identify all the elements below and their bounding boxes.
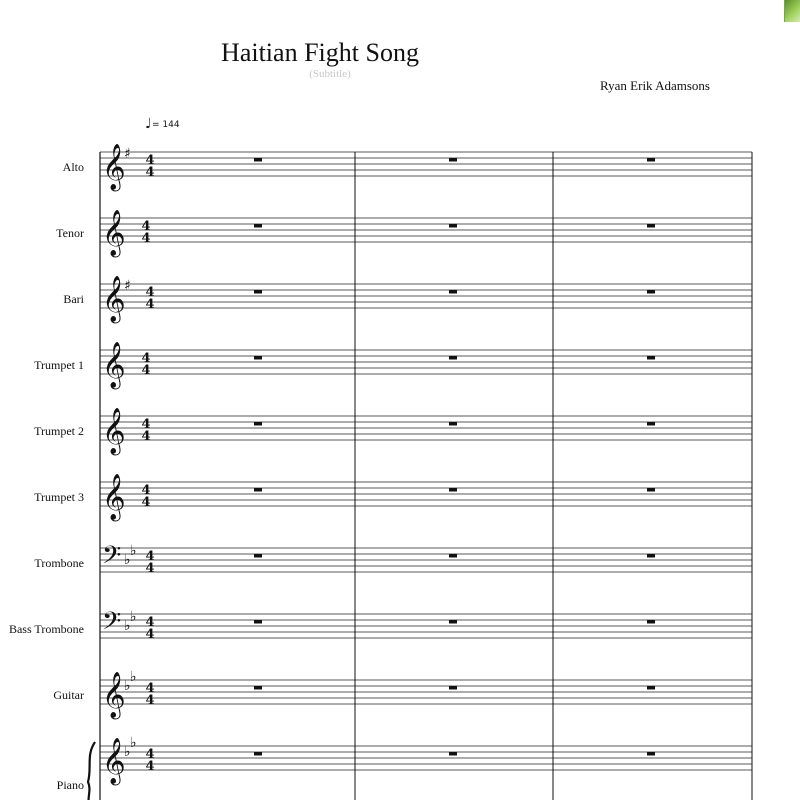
time-signature-bottom: 4 [145,759,155,774]
time-signature-top: 4 [141,417,151,432]
flat-icon: ♭ [130,735,137,751]
treble-clef-icon: 𝄞 [102,276,126,322]
part-label: Trumpet 3 [34,490,84,504]
whole-rest [647,224,655,228]
flat-icon: ♭ [130,669,137,685]
part-label: Piano [56,778,84,792]
time-signature-bottom: 4 [145,165,155,180]
whole-rest [449,488,457,492]
whole-rest [254,686,262,690]
time-signature-top: 4 [145,285,155,300]
time-signature-bottom: 4 [141,429,151,444]
whole-rest [647,422,655,426]
bass-clef-icon: 𝄢 [102,541,122,576]
whole-rest [647,488,655,492]
time-signature-bottom: 4 [141,495,151,510]
whole-rest [449,752,457,756]
piano-brace-icon [88,742,95,800]
time-signature-top: 4 [145,615,155,630]
whole-rest [449,686,457,690]
treble-clef-icon: 𝄞 [102,210,126,256]
whole-rest [647,356,655,360]
part-label: Alto [62,160,84,174]
whole-rest [254,224,262,228]
time-signature-bottom: 4 [141,363,151,378]
whole-rest [449,224,457,228]
whole-rest [449,356,457,360]
sharp-icon: ♯ [124,146,131,162]
part-label: Bari [63,292,84,306]
time-signature-bottom: 4 [145,561,155,576]
time-signature-bottom: 4 [145,627,155,642]
whole-rest [647,554,655,558]
flat-icon: ♭ [124,678,131,694]
bass-clef-icon: 𝄢 [102,607,122,642]
time-signature-top: 4 [141,351,151,366]
treble-clef-icon: 𝄞 [102,474,126,520]
tempo-quarter-note-icon: ♩ [145,116,152,132]
flat-icon: ♭ [124,618,131,634]
flat-icon: ♭ [124,744,131,760]
whole-rest [254,488,262,492]
whole-rest [254,356,262,360]
treble-clef-icon: 𝄞 [102,144,126,190]
whole-rest [647,752,655,756]
part-label: Trumpet 2 [34,424,84,438]
whole-rest [449,290,457,294]
time-signature-bottom: 4 [145,693,155,708]
treble-clef-icon: 𝄞 [102,342,126,388]
whole-rest [449,158,457,162]
sharp-icon: ♯ [124,278,131,294]
time-signature-top: 4 [141,219,151,234]
whole-rest [449,554,457,558]
time-signature-top: 4 [145,681,155,696]
whole-rest [254,752,262,756]
page-title: Haitian Fight Song [221,38,419,67]
part-label: Tenor [56,226,84,240]
whole-rest [647,290,655,294]
whole-rest [647,620,655,624]
whole-rest [647,686,655,690]
flat-icon: ♭ [124,552,131,568]
time-signature-bottom: 4 [141,231,151,246]
whole-rest [254,554,262,558]
whole-rest [647,158,655,162]
whole-rest [254,422,262,426]
time-signature-top: 4 [145,549,155,564]
flat-icon: ♭ [130,543,137,559]
time-signature-bottom: 4 [145,297,155,312]
part-label: Trumpet 1 [34,358,84,372]
treble-clef-icon: 𝄞 [102,738,126,784]
treble-clef-icon: 𝄞 [102,408,126,454]
part-label: Guitar [53,688,84,702]
part-label: Trombone [34,556,84,570]
time-signature-top: 4 [145,153,155,168]
tempo-marking: = 144 [152,120,180,130]
page-subtitle: (Subtitle) [309,68,351,80]
part-label: Bass Trombone [8,622,84,636]
whole-rest [254,290,262,294]
composer-name: Ryan Erik Adamsons [600,78,710,93]
whole-rest [254,158,262,162]
whole-rest [449,620,457,624]
whole-rest [449,422,457,426]
whole-rest [254,620,262,624]
treble-clef-icon: 𝄞 [102,672,126,718]
time-signature-top: 4 [141,483,151,498]
flat-icon: ♭ [130,609,137,625]
time-signature-top: 4 [145,747,155,762]
